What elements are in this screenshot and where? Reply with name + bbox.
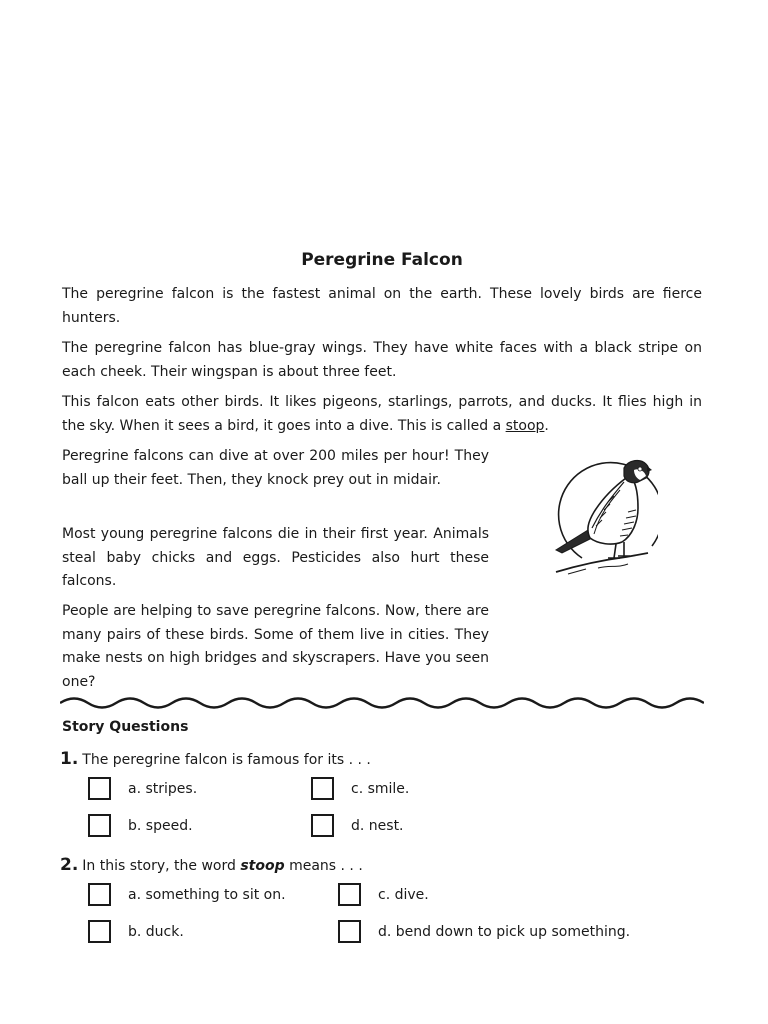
- q1-option-d-label: d. nest.: [351, 817, 404, 834]
- question-2-text-after: means . . .: [284, 858, 363, 874]
- q2-option-a-checkbox[interactable]: [88, 883, 111, 906]
- falcon-illustration: [548, 450, 658, 582]
- q2-option-c-checkbox[interactable]: [338, 883, 361, 906]
- story-questions-heading: Story Questions: [62, 719, 189, 735]
- paragraph-intro: The peregrine falcon is the fastest animal on the earth. These lovely birds are fierce hunters.: [62, 286, 702, 326]
- q1-option-b-checkbox[interactable]: [88, 814, 111, 837]
- q2-option-b-checkbox[interactable]: [88, 920, 111, 943]
- q2-option-b-label: b. duck.: [128, 923, 184, 940]
- q1-option-a[interactable]: [88, 777, 197, 800]
- q1-option-c-label: c. smile.: [351, 780, 410, 797]
- q1-option-d-checkbox[interactable]: [311, 814, 334, 837]
- q2-option-c[interactable]: [338, 883, 429, 906]
- q1-option-c[interactable]: [311, 777, 409, 800]
- paragraph-conservation: People are helping to save peregrine falcons. Now, there are many pairs of these birds. Some of them live in cities. They make nests on high bridges and skyscrapers. Have you seen one?: [62, 603, 489, 690]
- stoop-underlined-word: stoop: [505, 417, 545, 434]
- q1-option-a-checkbox[interactable]: [88, 777, 111, 800]
- q2-option-d[interactable]: [338, 920, 630, 943]
- wavy-divider: [60, 692, 704, 714]
- q1-option-d[interactable]: [311, 814, 404, 837]
- q1-option-c-checkbox[interactable]: [311, 777, 334, 800]
- q1-option-b-label: b. speed.: [128, 817, 193, 834]
- q2-option-b[interactable]: [88, 920, 184, 943]
- question-1-text: The peregrine falcon is famous for its . . .: [82, 752, 371, 768]
- question-2-keyword: stoop: [240, 858, 285, 874]
- q2-option-c-label: c. dive.: [378, 886, 429, 903]
- worksheet-title: Peregrine Falcon: [301, 250, 463, 270]
- question-2: [60, 855, 363, 875]
- q1-option-b[interactable]: [88, 814, 193, 837]
- q2-option-d-checkbox[interactable]: [338, 920, 361, 943]
- question-2-text-before: In this story, the word: [82, 858, 241, 874]
- q2-option-a[interactable]: [88, 883, 286, 906]
- paragraph-young: Most young peregrine falcons die in their first year. Animals steal baby chicks and eggs. Pesticides also hurt these falcons.: [62, 526, 489, 589]
- q2-option-d-label: d. bend down to pick up something.: [378, 923, 631, 940]
- paragraph-diet-text: This falcon eats other birds. It likes pigeons, starlings, parrots, and ducks. It flies high in the sky. When it sees a bird, it goes into a dive. This is called a: [62, 394, 702, 434]
- question-2-number: 2.: [60, 855, 79, 875]
- question-1-number: 1.: [60, 749, 79, 769]
- question-1: [60, 749, 371, 769]
- paragraph-diet-period: .: [544, 417, 549, 434]
- paragraph-appearance: The peregrine falcon has blue-gray wings. They have white faces with a black stripe on each cheek. Their wingspan is about three feet.: [62, 340, 702, 380]
- q2-option-a-label: a. something to sit on.: [128, 886, 286, 903]
- paragraph-diet: [62, 391, 702, 438]
- q1-option-a-label: a. stripes.: [128, 780, 198, 797]
- paragraph-dive: Peregrine falcons can dive at over 200 miles per hour! They ball up their feet. Then, they knock prey out in midair.: [62, 448, 489, 488]
